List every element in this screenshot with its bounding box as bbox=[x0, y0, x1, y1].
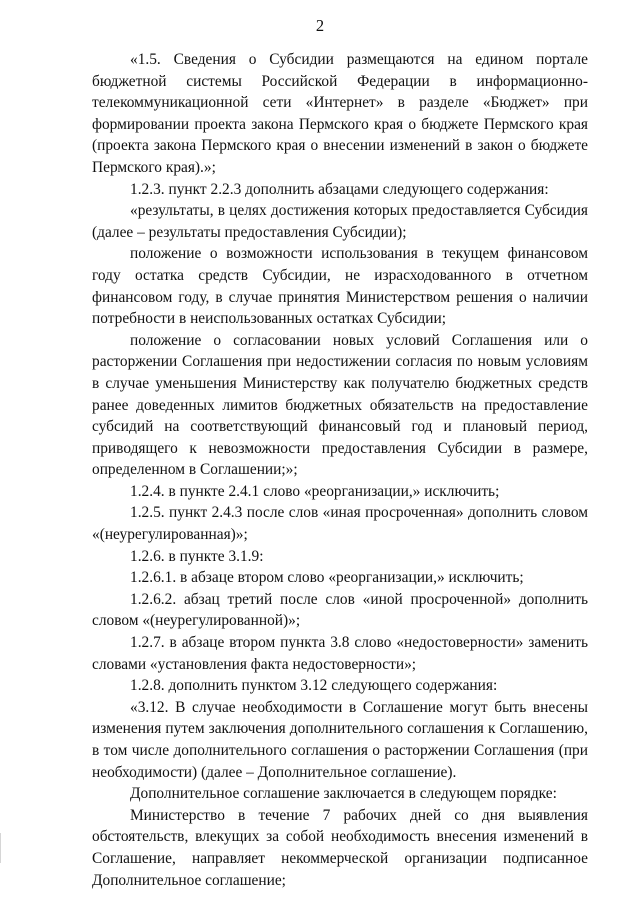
paragraph-1-2-4: 1.2.4. в пункте 2.4.1 слово «реорганизации,» исключить; bbox=[130, 482, 500, 500]
paragraph-ministry-7-days: Министерство в течение 7 рабочих дней со дня выявления обстоятельств, влекущих за собой необходимость внесения изменений в Соглашение, направляет некоммерческой организации подписанное Дополнительное соглашение; bbox=[92, 806, 588, 889]
paragraph-1-2-3: 1.2.3. пункт 2.2.3 дополнить абзацами следующего содержания: bbox=[130, 180, 549, 198]
paragraph-1-2-5: 1.2.5. пункт 2.4.3 после слов «иная просроченная» дополнить словом «(неурегулированная)»; bbox=[92, 504, 588, 544]
paragraph-remainder-usage: положение о возможности использования в текущем финансовом году остатка средств Субсидии, не израсходованного в отчетном финансовом году, в случае принятия Министерством решения о наличии потребности в неиспользованных остатках Субсидии; bbox=[92, 245, 588, 328]
paragraph-1-2-6: 1.2.6. в пункте 3.1.9: bbox=[130, 547, 264, 565]
paragraph-1-5-subsidy-info: «1.5. Сведения о Субсидии размещаются на едином портале бюджетной системы Российской Федерации в информационно-телекоммуникационной сети «Интернет» в разделе «Бюджет» при формировании проекта закона Пермского края о бюджете Пермского края (проекта закона Пермского края о внесении изменений в закон о бюджете Пермского края).»; bbox=[92, 51, 588, 176]
paragraph-additional-agreement-order: Дополнительное соглашение заключается в следующем порядке: bbox=[130, 785, 557, 803]
document-body bbox=[92, 49, 588, 891]
paragraph-1-2-8: 1.2.8. дополнить пунктом 3.12 следующего содержания: bbox=[130, 677, 498, 695]
paragraph-1-2-6-1: 1.2.6.1. в абзаце втором слово «реорганизации,» исключить; bbox=[130, 569, 524, 587]
paragraph-agreement-conditions: положение о согласовании новых условий Соглашения или о расторжении Соглашения при недостижении согласия по новым условиям в случае уменьшения Министерству как получателю бюджетных средств ранее доведенных лимитов бюджетных обязательств на предоставление субсидий на соответствующий финансовый год и плановый период, приводящего к невозможности предоставления Субсидии в размере, определенном в Соглашении;»; bbox=[92, 331, 588, 479]
paragraph-1-2-7: 1.2.7. в абзаце втором пункта 3.8 слово «недостоверности» заменить словами «установления факта недостоверности»; bbox=[92, 634, 588, 673]
scan-margin-mark bbox=[0, 833, 1, 863]
paragraph-3-12: «3.12. В случае необходимости в Соглашение могут быть внесены изменения путем заключения дополнительного соглашения к Соглашению, в том числе дополнительного соглашения о расторжении Соглашения (при необходимости) (далее – Дополнительное соглашение). bbox=[92, 698, 588, 781]
paragraph-results: «результаты, в целях достижения которых предоставляется Субсидия (далее – результаты предоставления Субсидии); bbox=[92, 202, 588, 241]
page-number: 2 bbox=[315, 16, 325, 35]
paragraph-1-2-6-2: 1.2.6.2. абзац третий после слов «иной просроченной» дополнить словом «(неурегулированной)»; bbox=[92, 590, 588, 630]
